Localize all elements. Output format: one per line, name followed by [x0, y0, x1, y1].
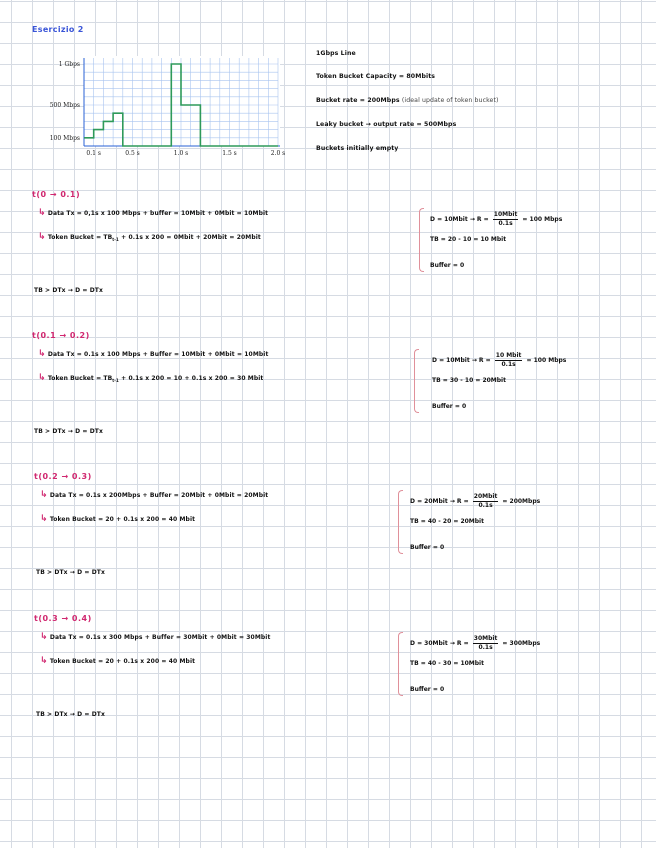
pink-arrow-icon: ↳ [40, 656, 48, 666]
section-label: t(0.2 → 0.3) [34, 472, 92, 481]
result-buffer: Buffer = 0 [430, 262, 465, 269]
token-bucket-row [40, 514, 195, 524]
x-tick-label: 1.0 s [173, 150, 189, 157]
result-buffer: Buffer = 0 [410, 686, 445, 693]
conclusion: TB > DTx → D = DTx [36, 711, 105, 718]
result-rate: = 200Mbps [502, 498, 541, 505]
bracket [398, 632, 403, 696]
page-title: Esercizio 2 [32, 25, 84, 34]
fraction-denominator: 0.1s [498, 220, 513, 227]
pink-arrow-icon: ↳ [38, 232, 46, 242]
section-label: t(0.3 → 0.4) [34, 614, 92, 623]
rate-fraction [493, 212, 519, 227]
bracket [414, 349, 419, 413]
result-rate: = 100 Mbps [522, 216, 563, 223]
rate-fraction [473, 494, 499, 509]
conclusion: TB > DTx → D = DTx [34, 287, 103, 294]
token-bucket-post: + 0.1s x 200 = 0Mbit + 20Mbit = 20Mbit [121, 234, 261, 241]
note-line: 1Gbps Line [316, 50, 356, 57]
y-tick-label: 100 Mbps [49, 134, 80, 142]
result-rate: = 100 Mbps [526, 357, 567, 364]
pink-arrow-icon: ↳ [38, 208, 46, 218]
data-tx-line: Data Tx = 0,1s x 100 Mbps + buffer = 10Mbit + 0Mbit = 10Mbit [47, 210, 269, 217]
result-tb: TB = 30 - 10 = 20Mbit [432, 377, 506, 384]
data-tx-row [38, 208, 268, 218]
token-bucket-row [40, 656, 195, 666]
note-bucket-rate-main: Bucket rate = 200Mbps [316, 97, 400, 104]
x-tick-label: 0.5 s [125, 150, 140, 157]
fraction-numerator: 10Mbit [493, 211, 518, 218]
note-bucket-rate [316, 97, 498, 104]
result-tb: TB = 40 - 20 = 20Mbit [410, 518, 484, 525]
note-token-capacity: Token Bucket Capacity = 80Mbits [316, 73, 436, 80]
section-label: t(0 → 0.1) [32, 190, 81, 199]
result-rate: = 300Mbps [502, 640, 541, 647]
token-bucket-pre: Token Bucket = TB [47, 375, 113, 382]
data-tx-row [40, 632, 270, 642]
note-buckets-empty: Buckets initially empty [316, 145, 399, 152]
fraction-numerator: 20Mbit [473, 493, 498, 500]
fraction-denominator: 0.1s [478, 502, 493, 509]
conclusion: TB > DTx → D = DTx [34, 428, 103, 435]
data-tx-row [40, 490, 268, 500]
result-buffer: Buffer = 0 [410, 544, 445, 551]
token-bucket-pre: Token Bucket = 20 + 0.1s x 200 = 40 Mbit [49, 658, 196, 665]
chart-plot-area [84, 56, 280, 146]
fraction-denominator: 0.1s [501, 361, 516, 368]
bracket [398, 490, 403, 554]
result-d: D = 10Mbit → R = [432, 357, 491, 364]
x-tick-label: 0.1 s [86, 150, 101, 157]
pink-arrow-icon: ↳ [40, 490, 48, 500]
result-rate-row [432, 353, 566, 368]
result-buffer: Buffer = 0 [432, 403, 467, 410]
token-bucket-sub: t-1 [112, 378, 119, 384]
pink-arrow-icon: ↳ [40, 514, 48, 524]
note-bucket-rate-remark: (ideal update of token bucket) [401, 97, 499, 104]
pink-arrow-icon: ↳ [40, 632, 48, 642]
data-tx-line: Data Tx = 0.1s x 200Mbps + Buffer = 20Mbit + 0Mbit = 20Mbit [49, 492, 269, 499]
rate-fraction [495, 353, 523, 368]
fraction-denominator: 0.1s [478, 644, 493, 651]
data-tx-line: Data Tx = 0.1s x 100 Mbps + Buffer = 10Mbit + 0Mbit = 10Mbit [47, 351, 269, 358]
pink-arrow-icon: ↳ [38, 373, 46, 383]
data-tx-row [38, 349, 268, 359]
token-bucket-row [38, 373, 263, 383]
x-tick-label: 2.0 s [270, 150, 286, 157]
section-label: t(0.1 → 0.2) [32, 331, 90, 340]
x-tick-label: 1.5 s [222, 150, 237, 157]
y-tick-label: 1 Gbps [58, 61, 80, 68]
result-d: D = 20Mbit → R = [410, 498, 469, 505]
result-d: D = 10Mbit → R = [430, 216, 489, 223]
token-bucket-pre: Token Bucket = 20 + 0.1s x 200 = 40 Mbit [49, 516, 196, 523]
bracket [419, 208, 424, 272]
data-tx-line: Data Tx = 0.1s x 300 Mbps + Buffer = 30Mbit + 0Mbit = 30Mbit [49, 634, 271, 641]
result-tb: TB = 20 - 10 = 10 Mbit [430, 236, 507, 243]
token-bucket-pre: Token Bucket = TB [47, 234, 113, 241]
result-rate-row [430, 212, 562, 227]
fraction-numerator: 10 Mbit [495, 352, 522, 359]
pink-arrow-icon: ↳ [38, 349, 46, 359]
fraction-numerator: 30Mbit [473, 635, 498, 642]
rate-chart [48, 54, 290, 158]
token-bucket-row [38, 232, 261, 242]
result-rate-row [410, 494, 540, 509]
result-d: D = 30Mbit → R = [410, 640, 469, 647]
note-leaky-bucket: Leaky bucket → output rate = 500Mbps [316, 121, 457, 128]
token-bucket-post: + 0.1s x 200 = 10 + 0.1s x 200 = 30 Mbit [121, 375, 264, 382]
y-tick-label: 500 Mbps [49, 102, 80, 109]
conclusion: TB > DTx → D = DTx [36, 569, 105, 576]
rate-fraction [473, 636, 499, 651]
result-tb: TB = 40 - 30 = 10Mbit [410, 660, 484, 667]
result-rate-row [410, 636, 540, 651]
token-bucket-sub: t-1 [112, 237, 119, 243]
